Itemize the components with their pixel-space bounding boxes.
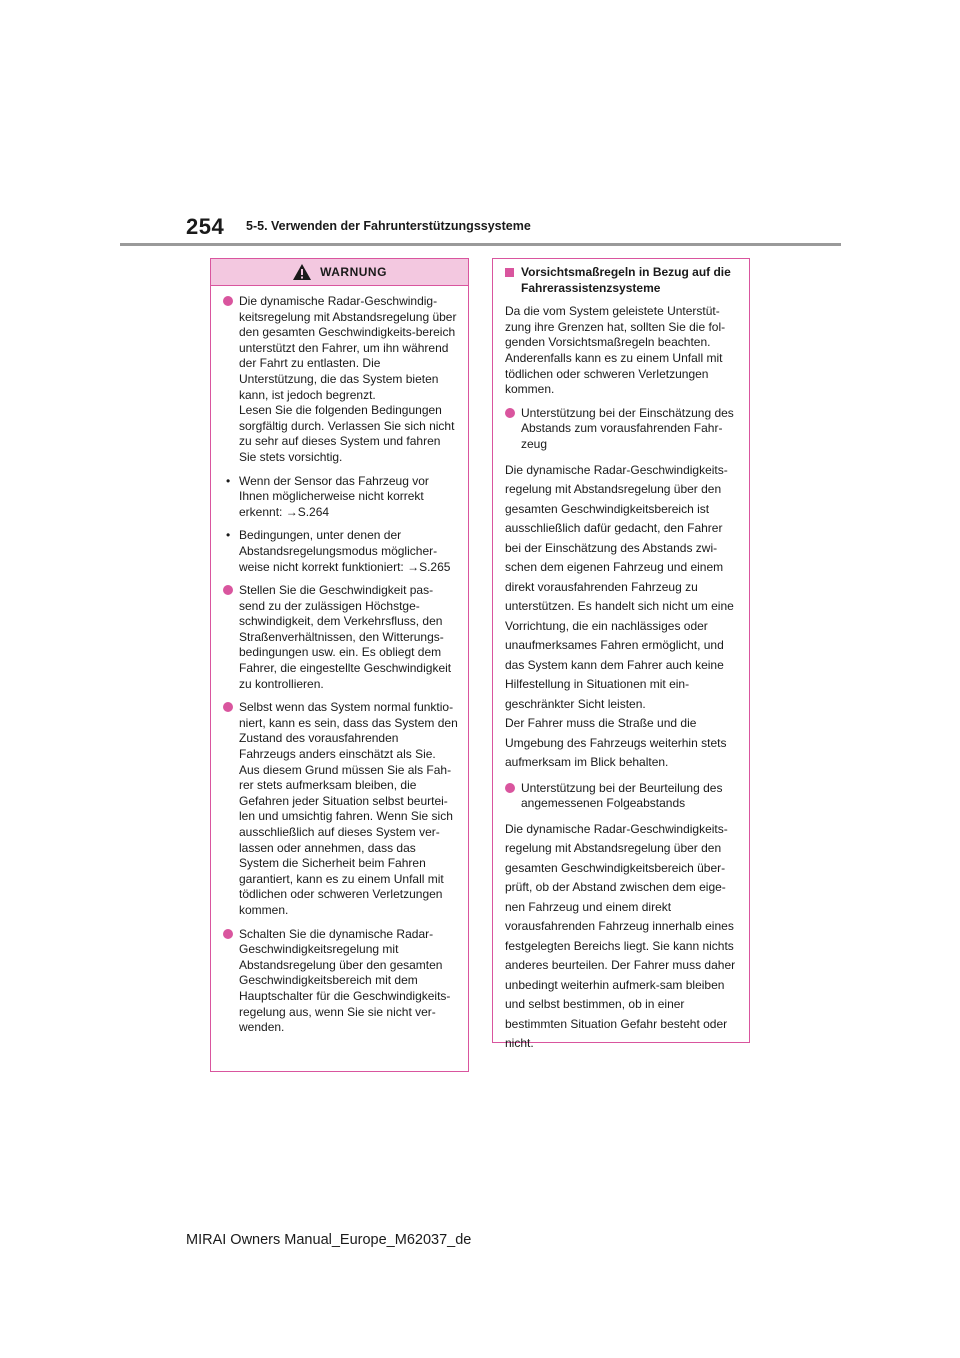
bullet-dot-icon [505,408,515,418]
precautions-box [492,258,750,1051]
section-title-text: Unterstützung bei der Einschätzung des Abstands zum vorausfahrenden Fahr-zeug [521,405,734,451]
precautions-heading-text: Vorsichtsmaßregeln in Bezug auf die Fahrerassistenzsysteme [521,265,731,295]
warning-content [211,286,468,1036]
warning-box [210,258,469,1072]
warning-subitem [223,474,458,521]
warning-item [223,927,458,1036]
warning-item [223,700,458,918]
warning-text: Stellen Sie die Geschwindigkeit pas-send zu der zulässigen Höchstge-schwindigkeit, dem Verkehrsfluss, den Straßenverhältnissen, den Witterungs-bedingungen usw. ein. Es obliegt dem Fahrer, die eingestellte Geschwindigkeit zu kontrollieren. [239,583,452,691]
header-rule [120,243,841,246]
subitem-text: Bedingungen, unter denen der Abstandsregelungsmodus möglicher-weise nicht korrekt funktioniert: →S.265 [239,528,451,574]
precautions-heading [505,265,739,296]
warning-text: Schalten Sie die dynamische Radar-Geschwindigkeitsregelung mit Abstandsregelung über den gesamten Geschwindigkeitsbereich mit dem Hauptschalter für die Geschwindigkeits-regelung aus, wenn Sie sie nicht ver-wenden. [239,926,451,1035]
list-bullet-icon: • [226,473,231,488]
precaution-text: Der Fahrer muss die Straße und die Umgebung des Fahrzeugs weiterhin stets aufmerksam im Blick behalten. [505,716,727,770]
precaution-text: Die dynamische Radar-Geschwindigkeits-regelung mit Abstandsregelung über den gesamten Geschwindigkeitsbereich über-prüft, ob der Abstand zwischen dem eige-nen Fahrzeug und einem direkt vorausfahrenden Fahrzeug innerhalb eines festgelegten Bereichs liegt. Sie kann nichts anderes beurteilen. Der Fahrer muss daher unbedingt weiterhin aufmerk-sam bleiben und selbst bestimmen, ob in einer bestimmten Situation Gefahr besteht oder nicht. [505,821,736,1051]
bullet-dot-icon [223,929,233,939]
bullet-dot-icon [505,783,515,793]
footer-text: MIRAI Owners Manual_Europe_M62037_de [186,1232,472,1248]
section-title: 5-5. Verwenden der Fahrunterstützungssysteme [246,219,531,233]
list-bullet-icon: • [226,528,231,543]
precaution-text: Die dynamische Radar-Geschwindigkeits-regelung mit Abstandsregelung über den gesamten Geschwindigkeitsbereich ist ausschließlich dafür gedacht, den Fahrer bei der Einschätzung des Abstands zwi-schen dem eigenen Fahrzeug und einem direkt vorausfahrenden Fahrzeug zu unterstützen. Es handelt sich nicht um eine Vorrichtung, die ein nachlässiges oder unaufmerksames Fahren ermöglicht, und das System kann dem Fahrer auch keine Hilfestellung in Situationen mit ein-geschränkter Sicht leisten. [505,462,734,711]
warning-item [223,294,458,466]
warning-title: WARNUNG [320,265,387,279]
section-title-text: Unterstützung bei der Beurteilung des angemessenen Folgeabstands [521,780,723,811]
precautions-content [493,259,749,1054]
warning-subitem [223,528,458,575]
warning-text: Lesen Sie die folgenden Bedingungen sorgfältig durch. Verlassen Sie sich nicht zu sehr auf dieses System und fahren Sie stets vorsichtig. [239,403,455,464]
bullet-dot-icon [223,702,233,712]
precaution-section-title [505,406,739,453]
precaution-section-title [505,781,739,812]
bullet-dot-icon [223,296,233,306]
precautions-intro: Da die vom System geleistete Unterstüt-zung ihre Grenzen hat, sollten Sie die fol-genden Vorsichtsmaßregeln beachten. Anderenfalls kann es zu einem Unfall mit tödlichen oder schweren Verletzungen kommen. [505,304,726,397]
subitem-text: Wenn der Sensor das Fahrzeug vor Ihnen möglicherweise nicht korrekt erkennt: →S.264 [239,473,429,519]
bullet-dot-icon [223,585,233,595]
warning-text: Die dynamische Radar-Geschwindig-keitsregelung mit Abstandsregelung über den gesamten Geschwindigkeits-bereich unterstützt den Fahrer, um ihn während der Fahrt zu entlasten. Die Unterstützung, die das System bieten kann, ist jedoch begrenzt. [239,294,457,402]
warning-triangle-icon [292,263,312,281]
warning-text: Selbst wenn das System normal funktio-niert, kann es sein, dass das System den Zustand des vorausfahrenden Fahrzeugs anders einschätzt als Sie. Aus diesem Grund müssen Sie als Fah-rer stets aufmerksam bleiben, die Gefahren jeder Situation selbst beurtei-len und umsichtig fahren. Wenn Sie sich ausschließlich auf dieses System ver-lassen oder annehmen, dass das System die Sicherheit beim Fahren garantiert, kann es zu einem Unfall mit tödlichen oder schweren Verletzungen kommen. [239,700,458,917]
warning-item [223,583,458,692]
page-number: 254 [186,214,225,239]
square-bullet-icon [505,268,514,277]
warning-header [211,259,468,286]
